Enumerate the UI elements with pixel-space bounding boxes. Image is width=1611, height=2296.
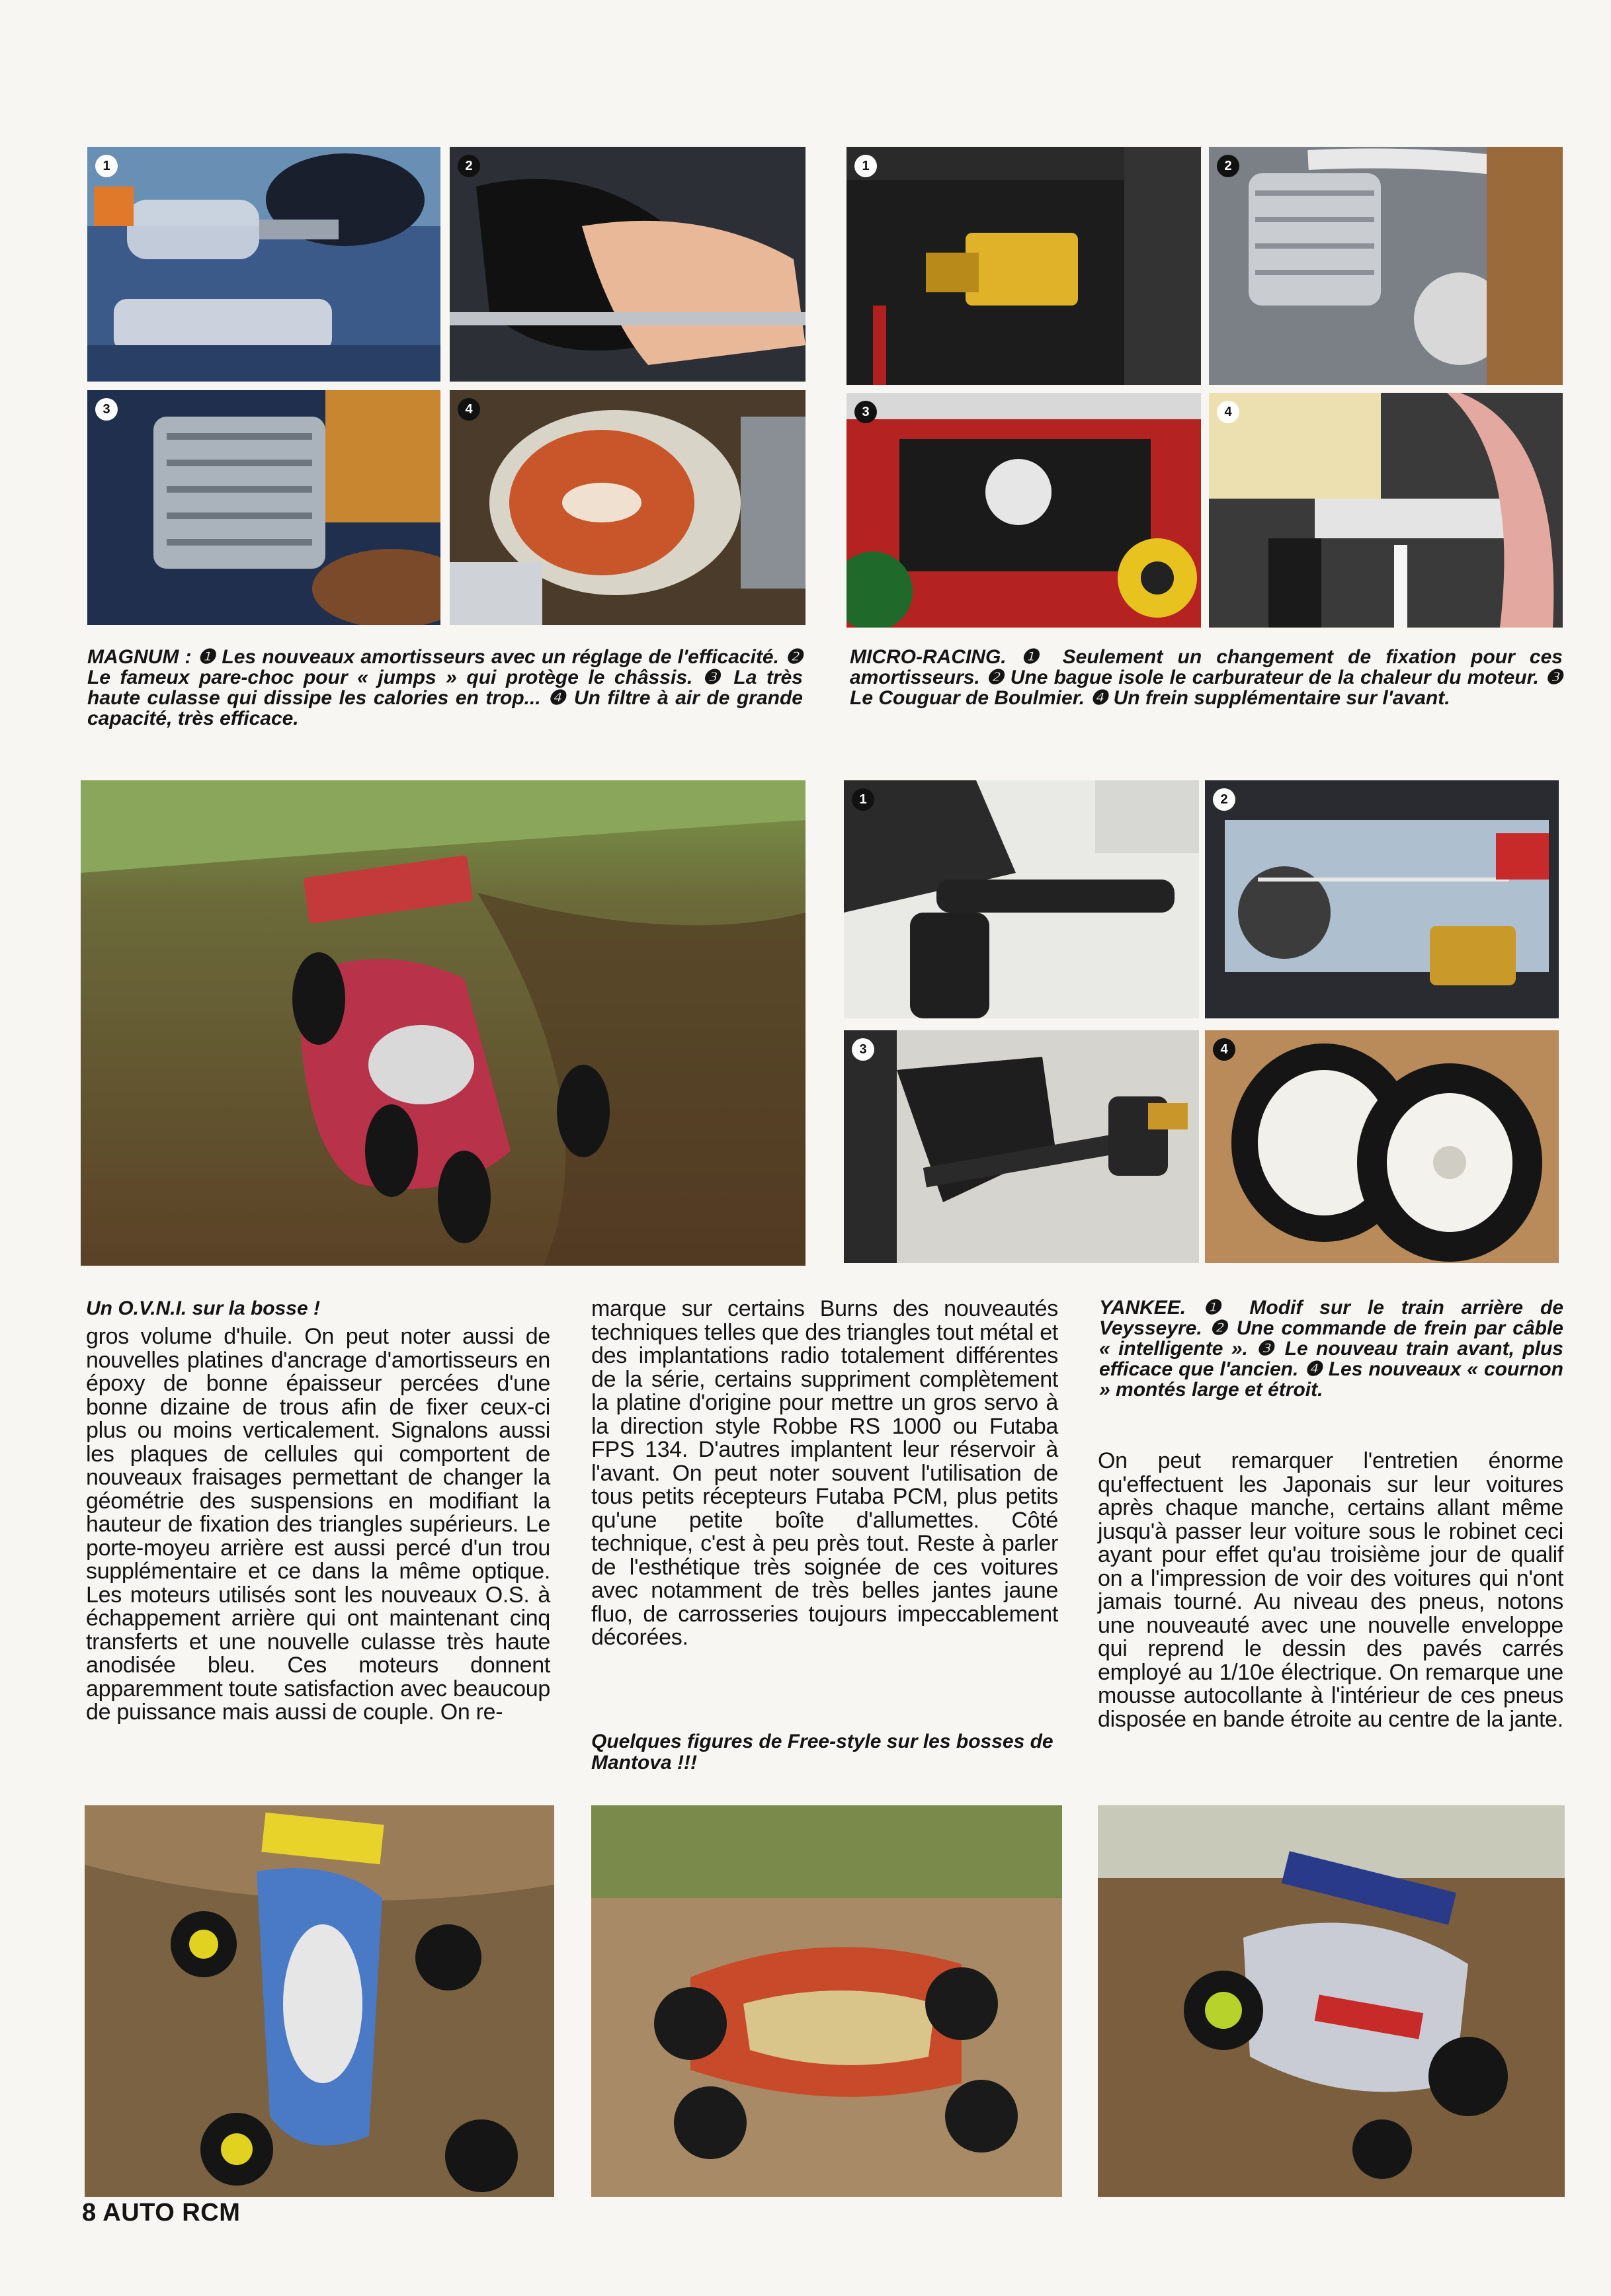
- magnum-photo-3: [87, 390, 440, 625]
- magnum-photo-4: [450, 390, 806, 625]
- caption-lead: MICRO-RACING.: [850, 646, 1021, 668]
- yankee-photo-1: [844, 780, 1199, 1018]
- magnum-photo-2: [450, 147, 806, 382]
- freestyle-photo-2: [591, 1805, 1062, 2197]
- photo-number-badge: 4: [1217, 401, 1239, 423]
- photo-number-badge: 1: [852, 788, 874, 811]
- yankee-photo-4: [1205, 1030, 1559, 1263]
- caption-text: ❶ Les nouveaux amortisseurs avec un réglage de l'efficacité. ❷ Le fameux pare-choc pour « jumps » qui protège le châssis. ❸ La très haute culasse qui dissipe les calories en trop... ❹ Un filtre à air de grande capacité, très efficace.: [87, 646, 803, 729]
- caption-lead: YANKEE.: [1099, 1297, 1204, 1319]
- photo-number-badge: 3: [95, 398, 118, 421]
- photo-number-badge: 2: [1213, 788, 1235, 811]
- ovni-buggy-photo: [81, 780, 806, 1266]
- photo-number-badge: 3: [852, 1038, 874, 1061]
- micro-racing-photo-2: [1209, 147, 1563, 385]
- caption-micro-racing: [850, 647, 1563, 708]
- photo-number-badge: 4: [458, 398, 480, 421]
- body-column-2: marque sur certains Burns des nouveautés techniques telles que des triangles tout métal et des implantations radio totalement différentes de la série, certains suppriment complètement la platine d'origine pour mettre un gros servo à la direction style Robbe RS 1000 ou Futaba FPS 134. D'autres implantent leur réservoir à l'avant. On peut noter souvent l'utilisation de tous petits récepteurs Futaba PCM, plus petits qu'une petite boîte d'allumettes. Côté technique, c'est à peu près tout. Reste à parler de l'esthétique très soignée de ces voitures avec notamment de très belles jantes jaune fluo, de carrosseries toujours impeccablement décorées.: [591, 1296, 1058, 1650]
- yankee-photo-3: [844, 1030, 1199, 1263]
- caption-yankee: [1099, 1297, 1563, 1400]
- body-column-3: On peut remarquer l'entretien énorme qu'effectuent les Japonais sur leur voitures après chaque manche, certains allant même jusqu'à passer leur voiture sous le robinet ceci ayant pour effet qu'au troisième jour de qualif on a l'impression de voir des voitures qui n'ont jamais tourné. Au niveau des pneus, notons une nouveauté avec une nouvelle enveloppe qui reprend le dessin des pavés carrés employé au 1/10e électrique. On remarque une mousse autocollante à l'intérieur de ces pneus disposée en bande étroite au centre de la jante.: [1098, 1448, 1563, 1732]
- micro-racing-photo-4: [1209, 393, 1563, 628]
- photo-number-badge: 2: [458, 155, 480, 177]
- body-column-1: gros volume d'huile. On peut noter aussi de nouvelles platines d'ancrage d'amortisseurs en époxy de bonne épaisseur percées d'une bonne dizaine de trous afin de fixer ceux-ci plus ou moins verticalement. Signalons aussi les plaques de cellules qui comportent de nouveaux fraisages permettant de changer la géométrie des suspensions en modifiant la hauteur de fixation des triangles supérieurs. Le porte-moyeu arrière est aussi percé d'un trou supplémentaire et ce dans la même optique. Les moteurs utilisés sont les nouveaux O.S. à échappement arrière qui ont maintenant cinq transferts et une nouvelle culasse très haute anodisée bleu. Ces moteurs donnent apparemment toute satisfaction avec beaucoup de puissance mais aussi de couple. On re-: [86, 1324, 550, 1725]
- micro-racing-photo-1: [847, 147, 1201, 385]
- caption-freestyle: Quelques figures de Free-style sur les bosses de Mantova !!!: [591, 1731, 1053, 1774]
- photo-number-badge: 3: [854, 401, 877, 423]
- caption-magnum: [87, 647, 803, 729]
- photo-number-badge: 1: [95, 155, 118, 177]
- caption-text: ❶ Modif sur le train arrière de Veysseyre. ❷ Une commande de frein par câble « intelligente ». ❸ Le nouveau train avant, plus efficace que l'ancien. ❹ Les nouveaux « cournon » montés large et étroit.: [1099, 1297, 1564, 1401]
- page-folio: 8 AUTO RCM: [82, 2199, 241, 2227]
- photo-number-badge: 1: [854, 155, 877, 177]
- caption-ovni: Un O.V.N.I. sur la bosse !: [86, 1297, 320, 1319]
- micro-racing-photo-3: [847, 393, 1201, 628]
- caption-text: ❶ Seulement un changement de fixation pour ces amortisseurs. ❷ Une bague isole le carburateur de la chaleur du moteur. ❸ Le Couguar de Boulmier. ❹ Un frein supplémentaire sur l'avant.: [850, 646, 1563, 709]
- freestyle-photo-1: [85, 1805, 554, 2197]
- yankee-photo-2: [1205, 780, 1559, 1018]
- photo-number-badge: 2: [1217, 155, 1239, 177]
- magnum-photo-1: [87, 147, 440, 382]
- photo-number-badge: 4: [1213, 1038, 1235, 1061]
- caption-lead: MAGNUM :: [87, 646, 198, 668]
- freestyle-photo-3: [1098, 1805, 1565, 2197]
